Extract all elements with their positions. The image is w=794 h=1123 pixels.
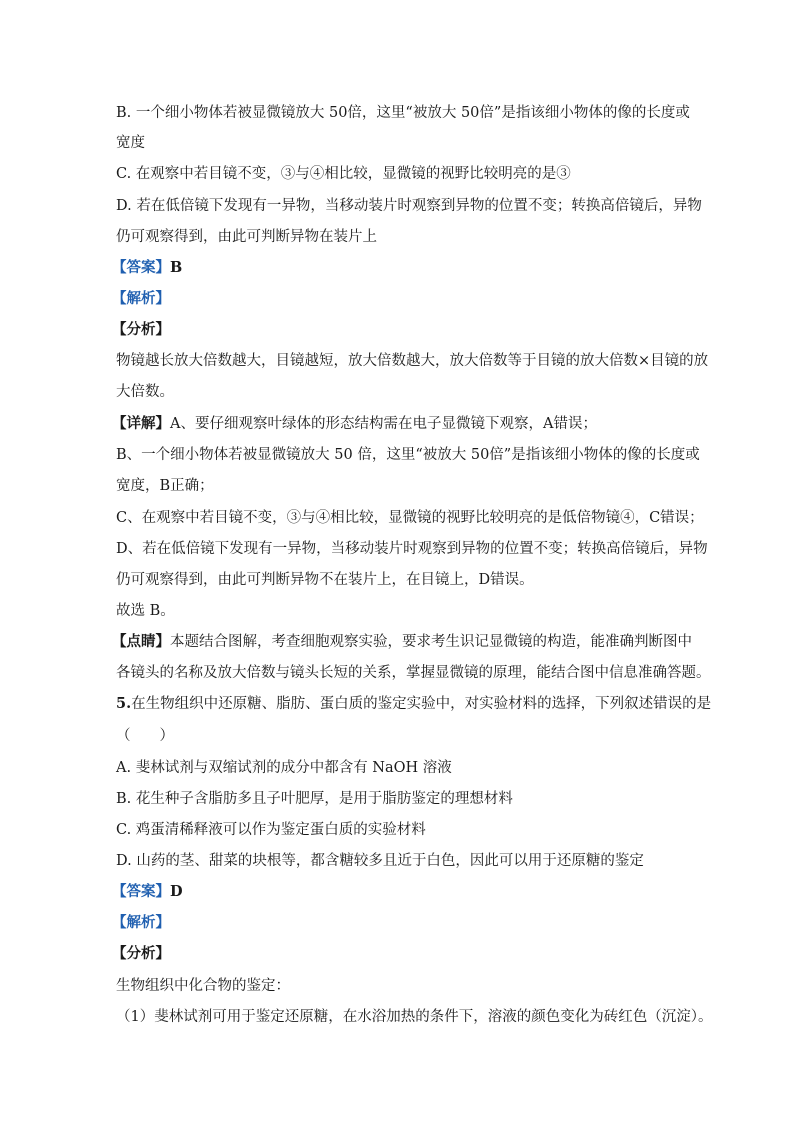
q4-option-b-line2: 宽度 <box>116 135 145 151</box>
point-tag: 【点睛】 <box>112 633 170 650</box>
q5-analysis-tag <box>112 913 682 933</box>
q4-detail-line7: 故选 B。 <box>116 603 175 619</box>
q4-option-d-line2: 仍可观察得到，由此可判断异物在装片上 <box>116 229 377 245</box>
q4-detail-line3: 宽度，B正确； <box>116 478 214 494</box>
q5-answer-row <box>112 882 682 902</box>
answer-tag: 【答案】 <box>112 883 170 900</box>
analysis-tag: 【解析】 <box>112 290 170 307</box>
answer-value: B <box>170 259 183 276</box>
q5-stem-line1 <box>116 694 712 714</box>
q4-option-d-line1: D. 若在低倍镜下发现有一异物，当移动装片时观察到异物的位置不变；转换高倍镜后，异物 <box>116 198 702 214</box>
q4-detail-line2: B、一个细小物体若被显微镜放大 50 倍，这里“被放大 50倍”是指该细小物体的像的长度或 <box>116 447 700 463</box>
q5-stem-line2: （ ） <box>116 728 174 744</box>
q4-analysis-tag <box>112 289 682 309</box>
answer-value: D <box>170 883 183 900</box>
q4-detail-line5: D、若在低倍镜下发现有一异物，当移动装片时观察到异物的位置不变；转换高倍镜后，异物 <box>116 541 708 557</box>
q4-option-c: C. 在观察中若目镜不变，③与④相比较，显微镜的视野比较明亮的是③ <box>116 166 571 182</box>
q5-option-a: A. 斐林试剂与双缩试剂的成分中都含有 NaOH 溶液 <box>116 760 452 776</box>
q5-stem-text: 在生物组织中还原糖、脂肪、蛋白质的鉴定实验中，对实验材料的选择，下列叙述错误的是 <box>131 696 712 712</box>
q5-option-d: D. 山药的茎、甜菜的块根等，都含糖较多且近于白色，因此可以用于还原糖的鉴定 <box>116 853 644 869</box>
q5-option-b: B. 花生种子含脂肪多且子叶肥厚，是用于脂肪鉴定的理想材料 <box>116 791 513 807</box>
q4-detail-line6: 仍可观察得到，由此可判断异物不在装片上，在目镜上，D错误。 <box>116 572 534 588</box>
detail-text: A、要仔细观察叶绿体的形态结构需在电子显微镜下观察，A错误； <box>170 416 597 432</box>
analysis-tag: 【解析】 <box>112 914 170 931</box>
q4-fenxi-line1: 物镜越长放大倍数越大，目镜越短，放大倍数越大，放大倍数等于目镜的放大倍数×目镜的放 <box>116 353 709 369</box>
q5-fenxi-line1: 生物组织中化合物的鉴定： <box>116 978 290 994</box>
q4-detail-line4: C、在观察中若目镜不变，③与④相比较，显微镜的视野比较明亮的是低倍物镜④，C错误； <box>116 510 704 526</box>
q4-point-line1 <box>112 632 692 652</box>
fenxi-tag: 【分析】 <box>112 321 170 338</box>
q5-option-c: C. 鸡蛋清稀释液可以作为鉴定蛋白质的实验材料 <box>116 822 426 838</box>
fenxi-tag: 【分析】 <box>112 945 170 962</box>
q4-point-line2: 各镜头的名称及放大倍数与镜头长短的关系，掌握显微镜的原理，能结合图中信息准确答题。 <box>116 665 711 681</box>
q4-option-b-line1: B. 一个细小物体若被显微镜放大 50倍，这里“被放大 50倍”是指该细小物体的像的长度或 <box>116 105 690 121</box>
q5-fenxi-line2: （1）斐林试剂可用于鉴定还原糖，在水浴加热的条件下，溶液的颜色变化为砖红色（沉淀）。 <box>116 1009 713 1025</box>
q4-fenxi-tag-row <box>112 320 682 340</box>
answer-tag: 【答案】 <box>112 259 170 276</box>
q4-detail-line1 <box>112 414 682 434</box>
q5-fenxi-tag-row <box>112 944 682 964</box>
q4-answer-row <box>112 258 682 278</box>
detail-tag: 【详解】 <box>112 415 170 432</box>
q4-fenxi-line2: 大倍数。 <box>116 384 174 400</box>
q5-number: 5. <box>116 695 132 712</box>
point-text: 本题结合图解，考查细胞观察实验，要求考生识记显微镜的构造，能准确判断图中 <box>170 634 692 650</box>
